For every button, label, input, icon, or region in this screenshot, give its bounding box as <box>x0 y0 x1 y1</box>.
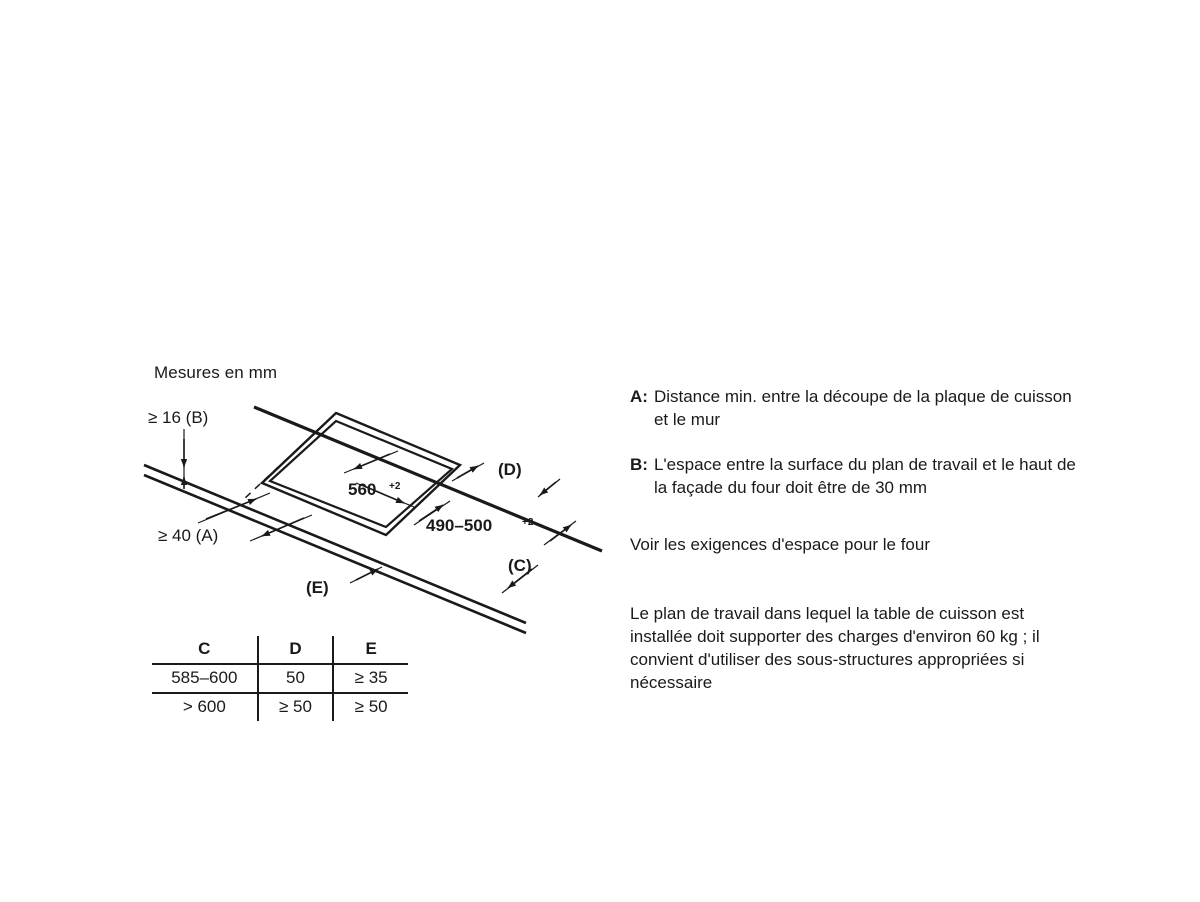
spec-cell-d-row2: ≥ 50 <box>258 693 334 721</box>
note-a <box>630 385 1090 431</box>
note-oven-space-reference: Voir les exigences d'espace pour le four <box>630 535 930 554</box>
callout-d-arrow <box>540 482 556 495</box>
dimension-width-label: 560 <box>348 480 377 499</box>
callout-d-group <box>498 460 560 497</box>
worktop-bottom-edge-line <box>144 475 526 633</box>
measurement-units-label: Mesures en mm <box>154 363 278 382</box>
dimension-a-group <box>158 493 312 545</box>
callout-c-group <box>502 521 576 593</box>
cutout-inner-outline <box>270 421 452 527</box>
note-a-text: Distance min. entre la découpe de la plaque de cuisson et le mur <box>653 387 1072 429</box>
dimension-width-tolerance: +2 <box>389 481 401 492</box>
dimension-b-label: ≥ 16 (B) <box>148 408 209 427</box>
spec-table-header-c: C <box>198 639 211 658</box>
note-worktop-load-capacity: Le plan de travail dans lequel la table de cuisson est installée doit supporter des charges d'environ 60 kg ; il convient d'utiliser des sous-structures appropriées si nécessaire <box>630 604 1040 692</box>
spec-cell-e-row1: ≥ 35 <box>333 664 408 693</box>
note-b-text: L'espace entre la surface du plan de travail et le haut de la façade du four doit être de 30 mm <box>653 455 1076 497</box>
note-a-key: A: <box>630 387 648 406</box>
spec-cell-c-row1: 585–600 <box>171 668 238 687</box>
table-row <box>152 664 408 693</box>
worktop-front-edge-group <box>144 465 526 633</box>
callout-e-label: (E) <box>306 578 329 597</box>
notes-panel <box>630 385 1090 716</box>
spec-table-header-row <box>152 636 408 664</box>
spec-table-body <box>152 664 408 721</box>
dimension-b-group <box>148 408 208 489</box>
callout-e-arrow <box>356 569 378 580</box>
dimension-a-label: ≥ 40 (A) <box>158 526 219 545</box>
spec-cell-c-row2: > 600 <box>182 697 226 716</box>
spec-table-header-e: E <box>333 636 408 664</box>
callout-d-label: (D) <box>498 460 522 479</box>
worktop-cutout-drawing <box>140 355 620 645</box>
callout-e-group <box>306 567 382 597</box>
spec-cell-d-row1: 50 <box>258 664 334 693</box>
dimension-depth-tolerance: +2 <box>522 517 534 528</box>
dimension-depth-arrow-lower <box>457 466 478 478</box>
spec-table-header-d: D <box>258 636 334 664</box>
note-b <box>630 453 1090 499</box>
clearance-spec-table <box>152 636 408 721</box>
spec-table-header <box>152 636 408 664</box>
note-b-key: B: <box>630 455 648 474</box>
spec-cell-e-row2: ≥ 50 <box>333 693 408 721</box>
callout-c-label: (C) <box>508 556 532 575</box>
dimension-width-group <box>344 451 414 507</box>
table-row <box>152 693 408 721</box>
dimension-depth-label: 490–500 <box>426 516 493 535</box>
